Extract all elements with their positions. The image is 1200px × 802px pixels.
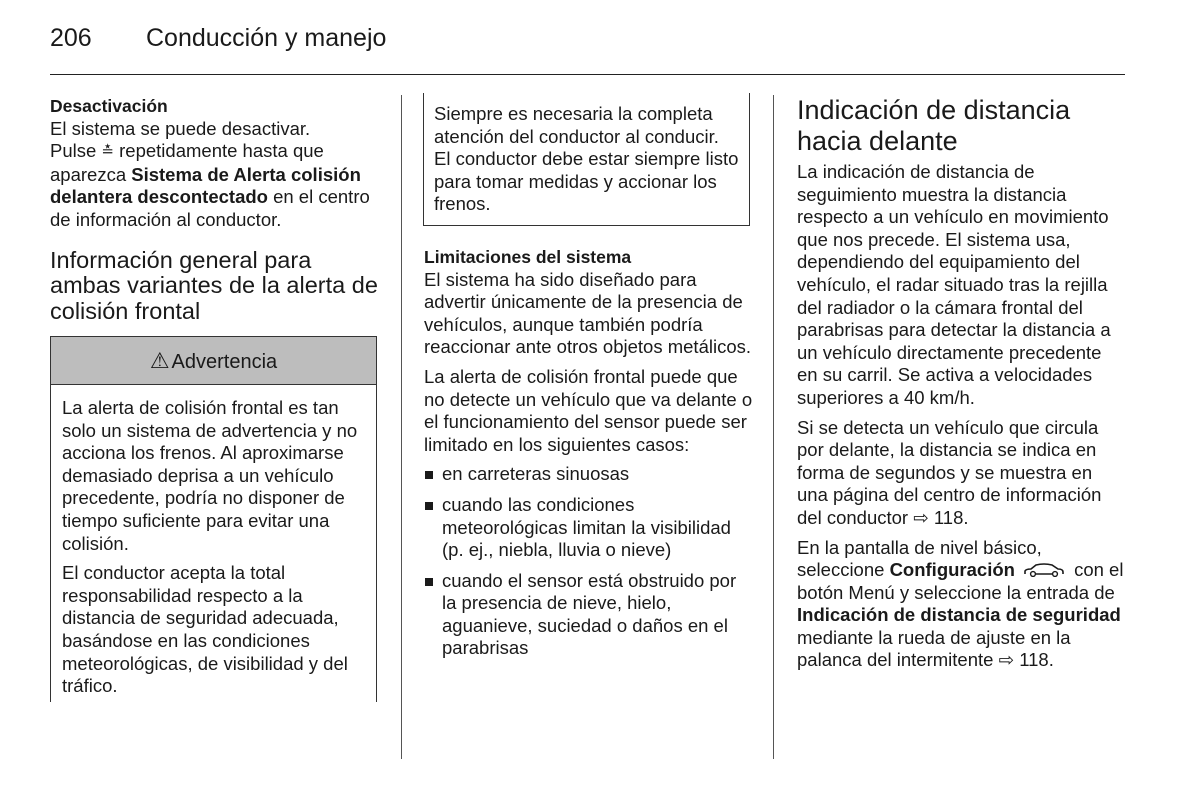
column-divider [773, 95, 774, 759]
limitations-paragraph-1: El sistema ha sido diseñado para advertir únicamente de la presencia de vehículos, aunque también podría reaccionar ante otros objetos metálicos. [424, 268, 752, 358]
car-icon [1023, 563, 1065, 577]
limitations-paragraph-2: La alerta de colisión frontal puede que no detecte un vehículo que va delante o el funcionamiento del sensor puede ser limitado en los siguientes casos: [424, 365, 753, 455]
deactivation-title: Desactivación [50, 96, 168, 116]
distance-paragraph-3: En la pantalla de nivel básico, seleccione Configuración con el botón Menú y seleccione la entrada de Indicación de distancia de seguridad mediante la rueda de ajuste en la palanca del intermitente ⇨ 118. [797, 536, 1124, 671]
list-item: cuando el sensor está obstruido por la presencia de nieve, hielo, aguanieve, suciedad o daños en el parabrisas [424, 570, 754, 660]
distance-indication-heading: Indicación de distancia hacia delante [797, 95, 1071, 156]
page-reference: ⇨ 118. [998, 649, 1054, 671]
limitations-list [424, 463, 754, 660]
distance-paragraph-1: La indicación de distancia de seguimiento muestra la distancia respecto a un vehículo en movimiento que nos precede. El sistema usa, dependiendo del equipamiento del vehículo, el radar situado tras la rejilla del radiador o la cámara frontal del parabrisas para detectar la distancia a un vehículo directamente precedente en su carril. Se activa a velocidades superiores a 40 km/h. [797, 161, 1111, 408]
column-divider [401, 95, 402, 759]
deactivation-text-2: Pulse ≛ repetidamente hasta que aparezca Sistema de Alerta colisión delantera descontectado en el centro de información al conductor. [50, 140, 370, 230]
warning-box [50, 336, 377, 702]
warning-title: Advertencia [171, 351, 278, 374]
notice-box [423, 93, 750, 226]
collision-alert-icon: ≛ [101, 143, 114, 161]
list-item: en carreteras sinuosas [424, 463, 754, 486]
page-header [50, 22, 1125, 75]
deactivation-text-1: El sistema se puede desactivar. [50, 117, 311, 139]
warning-triangle-icon: ⚠ [149, 348, 170, 374]
warning-title-bar [51, 337, 376, 385]
warning-paragraph-2: El conductor acepta la total responsabilidad respecto a la distancia de seguridad adecuada, basándose en las condiciones meteorológicas, de visibilidad y del tráfico. [62, 562, 348, 697]
section-title: Conducción y manejo [146, 24, 387, 52]
bullet-square-icon [425, 471, 433, 479]
limitations-title: Limitaciones del sistema [424, 246, 632, 267]
column-middle [424, 95, 754, 668]
warning-paragraph-1: La alerta de colisión frontal es tan solo un sistema de advertencia y no acciona los frenos. Al aproximarse demasiado deprisa a un vehículo precedente, podría no disponer de tiempo suficiente para evitar una colisión. [62, 397, 358, 554]
page-number: 206 [50, 24, 92, 52]
bullet-square-icon [425, 502, 433, 510]
warning-body [51, 385, 376, 698]
distance-paragraph-2: Si se detecta un vehículo que circula por delante, la distancia se indica en forma de segundos y se muestra en una página del centro de información del conductor ⇨ 118. [797, 416, 1102, 528]
notice-text: Siempre es necesaria la completa atención del conductor al conducir. El conductor debe estar siempre listo para tomar medidas y accionar los frenos. [434, 103, 739, 215]
column-left [50, 95, 382, 702]
general-info-heading: Información general para ambas variantes de la alerta de colisión frontal [50, 246, 378, 324]
list-item: cuando las condiciones meteorológicas limitan la visibilidad (p. ej., niebla, lluvia o nieve) [424, 494, 754, 562]
column-right [797, 95, 1127, 679]
bullet-square-icon [425, 578, 433, 586]
page-reference: ⇨ 118. [913, 506, 969, 528]
